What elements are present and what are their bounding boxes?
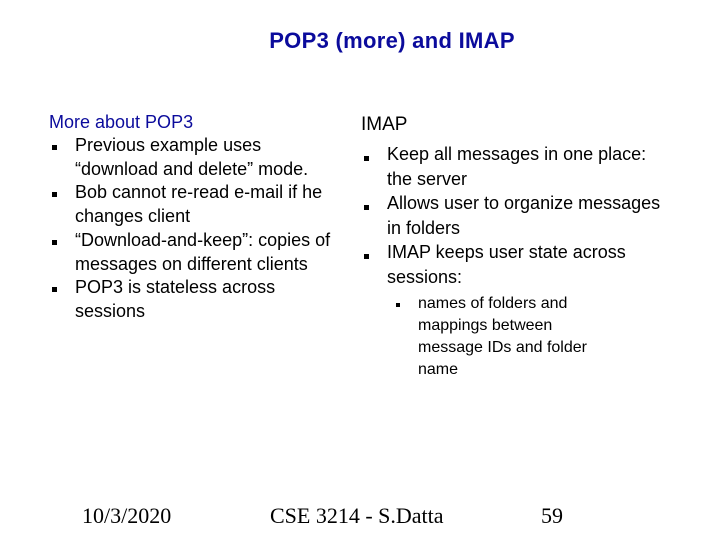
list-item xyxy=(49,181,349,228)
left-column xyxy=(49,110,349,324)
sub-bullet-text: names of folders and mappings between message IDs and folder name xyxy=(418,295,587,378)
square-bullet-icon xyxy=(52,287,57,292)
list-item xyxy=(361,142,661,191)
right-heading: IMAP xyxy=(361,114,408,135)
bullet-text: “Download-and-keep”: copies of messages on different clients xyxy=(75,229,331,274)
bullet-text: Previous example uses “download and delete” mode. xyxy=(75,135,309,179)
list-item xyxy=(49,134,349,181)
square-bullet-icon xyxy=(364,205,369,210)
bullet-text: Keep all messages in one place: the server xyxy=(387,144,647,189)
sub-list-item xyxy=(361,293,608,381)
list-item xyxy=(361,240,661,289)
bullet-text: Bob cannot re-read e-mail if he changes client xyxy=(75,182,323,227)
page-number: 59 xyxy=(541,503,563,528)
list-item xyxy=(49,276,349,323)
square-bullet-icon xyxy=(364,254,369,259)
square-bullet-icon xyxy=(364,156,369,161)
list-item xyxy=(49,229,349,276)
right-sub-bullet-list xyxy=(361,293,661,381)
square-bullet-icon xyxy=(396,303,400,307)
footer-course: CSE 3214 - S.Datta xyxy=(270,503,444,528)
bullet-text: Allows user to organize messages in folders xyxy=(387,193,661,238)
bullet-text: POP3 is stateless across sessions xyxy=(75,277,276,321)
list-item xyxy=(361,191,661,240)
square-bullet-icon xyxy=(52,240,57,245)
footer-date: 10/3/2020 xyxy=(82,503,172,528)
square-bullet-icon xyxy=(52,145,57,150)
slide-title: POP3 (more) and IMAP xyxy=(269,28,515,53)
square-bullet-icon xyxy=(52,192,57,197)
left-heading: More about POP3 xyxy=(49,112,194,132)
left-bullet-list xyxy=(49,134,349,324)
bullet-text: IMAP keeps user state across sessions: xyxy=(387,242,626,287)
right-column xyxy=(361,110,661,381)
right-bullet-list xyxy=(361,142,661,289)
